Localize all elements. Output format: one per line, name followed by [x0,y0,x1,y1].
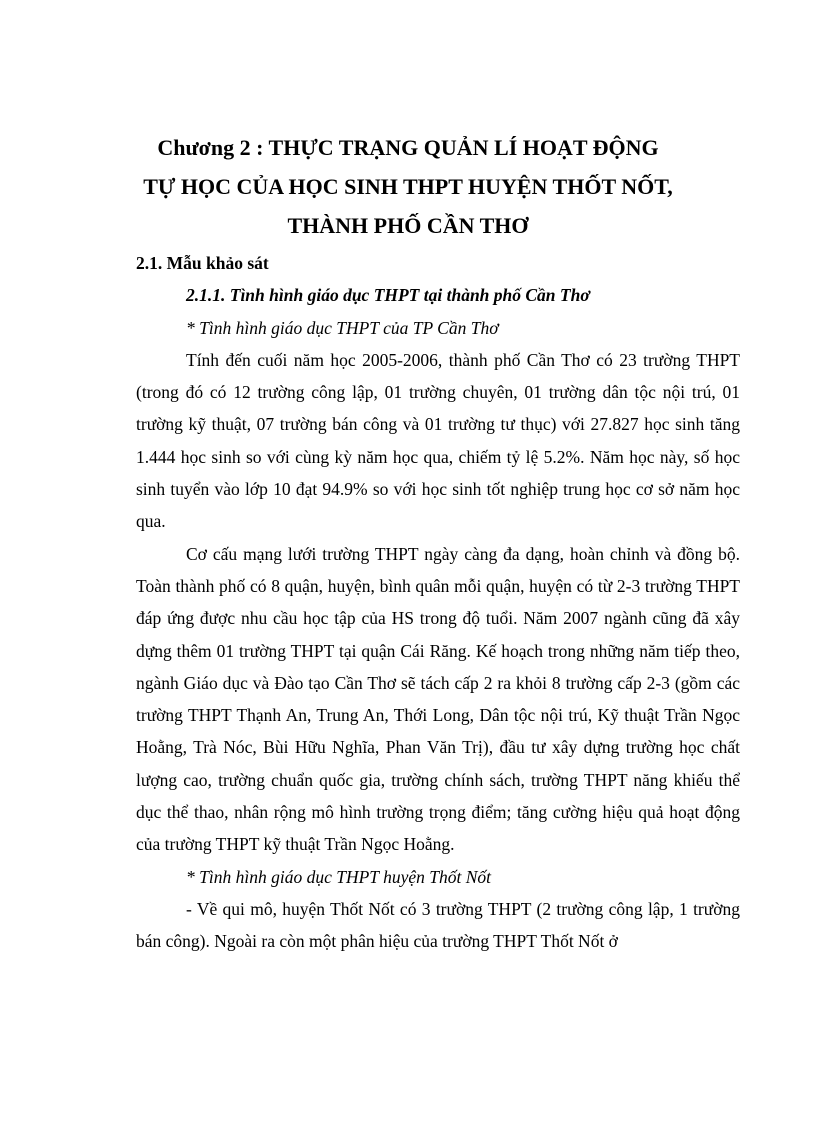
chapter-title-line: Chương 2 : THỰC TRẠNG QUẢN LÍ HOẠT ĐỘNG [157,135,659,160]
subsection-heading: 2.1.1. Tình hình giáo dục THPT tại thành phố Cần Thơ [186,285,590,306]
chapter-title-line: TỰ HỌC CỦA HỌC SINH THPT HUYỆN THỐT NỐT, [143,174,673,199]
chapter-title [120,128,696,245]
paragraph: Cơ cấu mạng lưới trường THPT ngày càng đa dạng, hoàn chỉnh và đồng bộ. Toàn thành phố có 8 quận, huyện, bình quân mỗi quận, huyện có từ 2-3 trường THPT đáp ứng được nhu cầu học tập của HS trong độ tuổi. Năm 2007 ngành cũng đã xây dựng thêm 01 trường THPT tại quận Cái Răng. Kế hoạch trong những năm tiếp theo, ngành Giáo dục và Đào tạo Cần Thơ sẽ tách cấp 2 ra khỏi 8 trường cấp 2-3 (gồm các trường THPT Thạnh An, Trung An, Thới Long, Dân tộc nội trú, Kỹ thuật Trần Ngọc Hoằng, Trà Nóc, Bùi Hữu Nghĩa, Phan Văn Trị), đầu tư xây dựng trường học chất lượng cao, trường chuẩn quốc gia, trường chính sách, trường THPT năng khiếu thể dục thể thao, nhân rộng mô hình trường trọng điểm; tăng cường hiệu quả hoạt động của trường THPT kỹ thuật Trần Ngọc Hoằng. [136,543,740,855]
subheading-district: * Tình hình giáo dục THPT huyện Thốt Nốt [186,866,491,887]
document-body [136,247,740,958]
section-heading: 2.1. Mẫu khảo sát [136,253,269,273]
paragraph: - Về qui mô, huyện Thốt Nốt có 3 trường THPT (2 trường công lập, 1 trường bán công). Ngoài ra còn một phân hiệu của trường THPT Thốt Nốt ở [136,898,740,952]
chapter-title-line: THÀNH PHỐ CẦN THƠ [287,213,529,238]
paragraph: Tính đến cuối năm học 2005-2006, thành phố Cần Thơ có 23 trường THPT (trong đó có 12 trường công lập, 01 trường chuyên, 01 trường dân tộc nội trú, 01 trường kỹ thuật, 07 trường bán công và 01 trường tư thục) với 27.827 học sinh tăng 1.444 học sinh so với cùng kỳ năm học qua, chiếm tỷ lệ 5.2%. Năm học này, số học sinh tuyển vào lớp 10 đạt 94.9% so với học sinh tốt nghiệp trung học cơ sở năm học qua. [136,349,740,532]
subheading-city: * Tình hình giáo dục THPT của TP Cần Thơ [186,317,499,338]
